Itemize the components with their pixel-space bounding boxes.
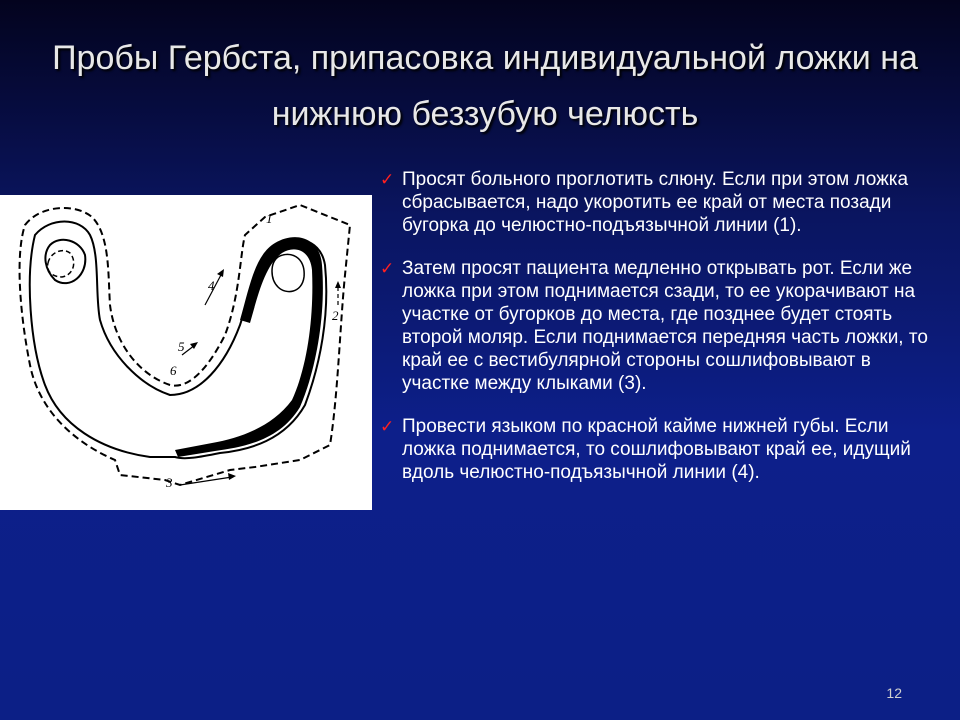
bullet-text: Просят больного проглотить слюну. Если при этом ложка сбрасывается, надо укоротить ее край от места позади бугорка до челюстно-подъязычной линии (1). xyxy=(402,169,909,236)
bullet-list xyxy=(378,168,933,504)
bullet-item xyxy=(378,257,933,395)
label-6: 6 xyxy=(170,363,177,378)
left-loop xyxy=(45,240,85,283)
label-3: 3 xyxy=(166,475,173,490)
label-4: 4 xyxy=(208,278,215,293)
arrow-3 xyxy=(180,477,232,485)
tray-diagram xyxy=(0,195,372,510)
slide-title: Пробы Гербста, припасовка индивидуальной ложки на нижнюю беззубую челюсть xyxy=(52,39,918,133)
label-1: 1 xyxy=(266,211,273,226)
bullet-item xyxy=(378,415,933,484)
right-loop xyxy=(272,254,304,291)
bullet-text: Провести языком по красной кайме нижней губы. Если ложка поднимается, то сошлифовывают край ее, идущий вдоль челюстно-подъязычной линии (4). xyxy=(402,416,911,483)
check-icon: ✓ xyxy=(380,417,395,436)
label-5: 5 xyxy=(178,339,185,354)
tray-thick-border xyxy=(175,237,323,457)
bullet-item xyxy=(378,168,933,237)
bullet-text: Затем просят пациента медленно открывать рот. Если же ложка при этом поднимается сзади, то ее укорачивают на участке от бугорков до места, где позднее будет стоять второй моляр. Если поднимается передняя часть ложки, то край ее с вестибулярной стороны сошлифовывают в участке между клыками (3). xyxy=(402,258,928,394)
label-2: 2 xyxy=(332,308,339,323)
left-loop-dashed xyxy=(48,251,74,277)
check-icon: ✓ xyxy=(380,259,395,278)
check-icon: ✓ xyxy=(380,170,395,189)
page-number: 12 xyxy=(886,685,902,701)
